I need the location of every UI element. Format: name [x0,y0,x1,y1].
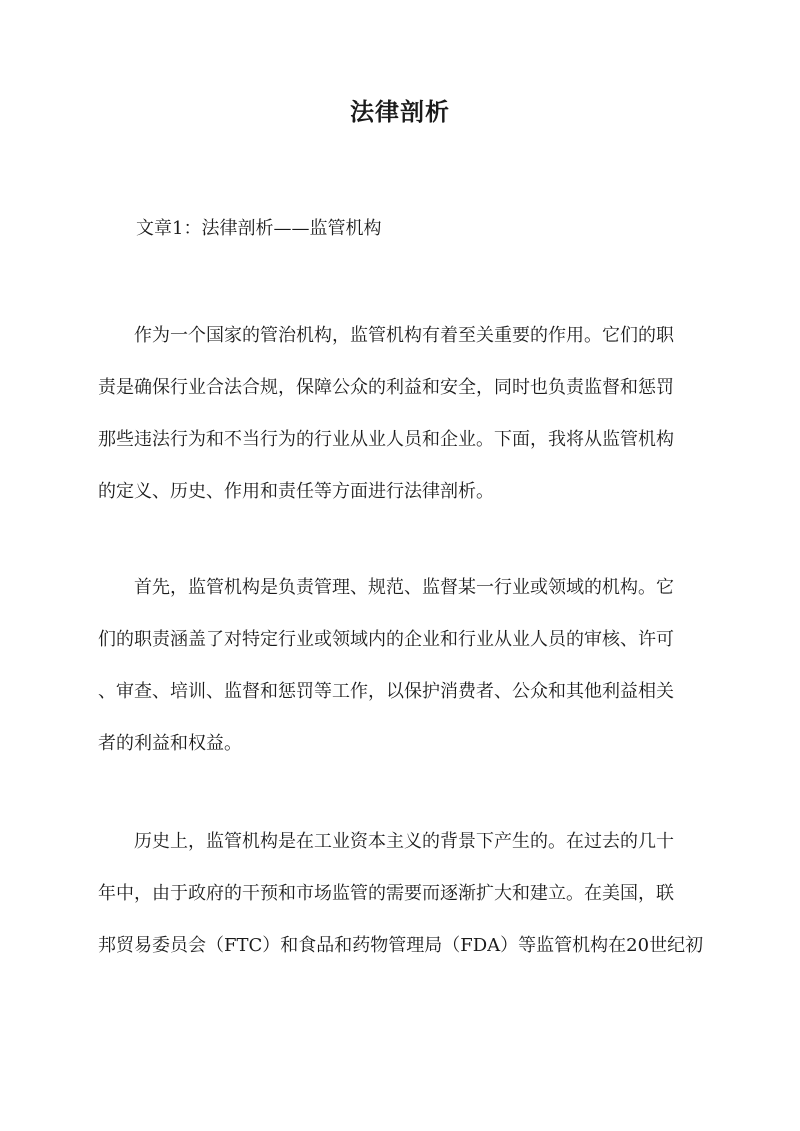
paragraph-line: 的定义、历史、作用和责任等方面进行法律剖析。 [98,481,494,502]
paragraph-definition [98,562,708,770]
paragraph-line: 责是确保行业合法合规，保障公众的利益和安全，同时也负责监督和惩罚 [98,377,674,398]
paragraph-line: 邦贸易委员会（FTC）和食品和药物管理局（FDA）等监管机构在20世纪初 [98,935,704,956]
article-heading: 文章1：法律剖析——监管机构 [136,218,382,239]
paragraph-history [98,816,708,972]
paragraph-line: 作为一个国家的管治机构，监管机构有着至关重要的作用。它们的职 [98,325,674,346]
paragraph-line: 首先，监管机构是负责管理、规范、监督某一行业或领域的机构。它 [98,577,674,598]
document-title: 法律剖析 [350,97,450,126]
paragraph-definition-intro [98,310,708,518]
paragraph-line: 年中，由于政府的干预和市场监管的需要而逐渐扩大和建立。在美国，联 [98,883,674,904]
paragraph-line: 者的利益和权益。 [98,733,242,754]
paragraph-line: 们的职责涵盖了对特定行业或领域内的企业和行业从业人员的审核、许可 [98,629,674,650]
paragraph-line: 历史上，监管机构是在工业资本主义的背景下产生的。在过去的几十 [98,831,674,852]
paragraph-line: 、审查、培训、监督和惩罚等工作，以保护消费者、公众和其他利益相关 [98,681,674,702]
paragraph-line: 那些违法行为和不当行为的行业从业人员和企业。下面，我将从监管机构 [98,429,674,450]
